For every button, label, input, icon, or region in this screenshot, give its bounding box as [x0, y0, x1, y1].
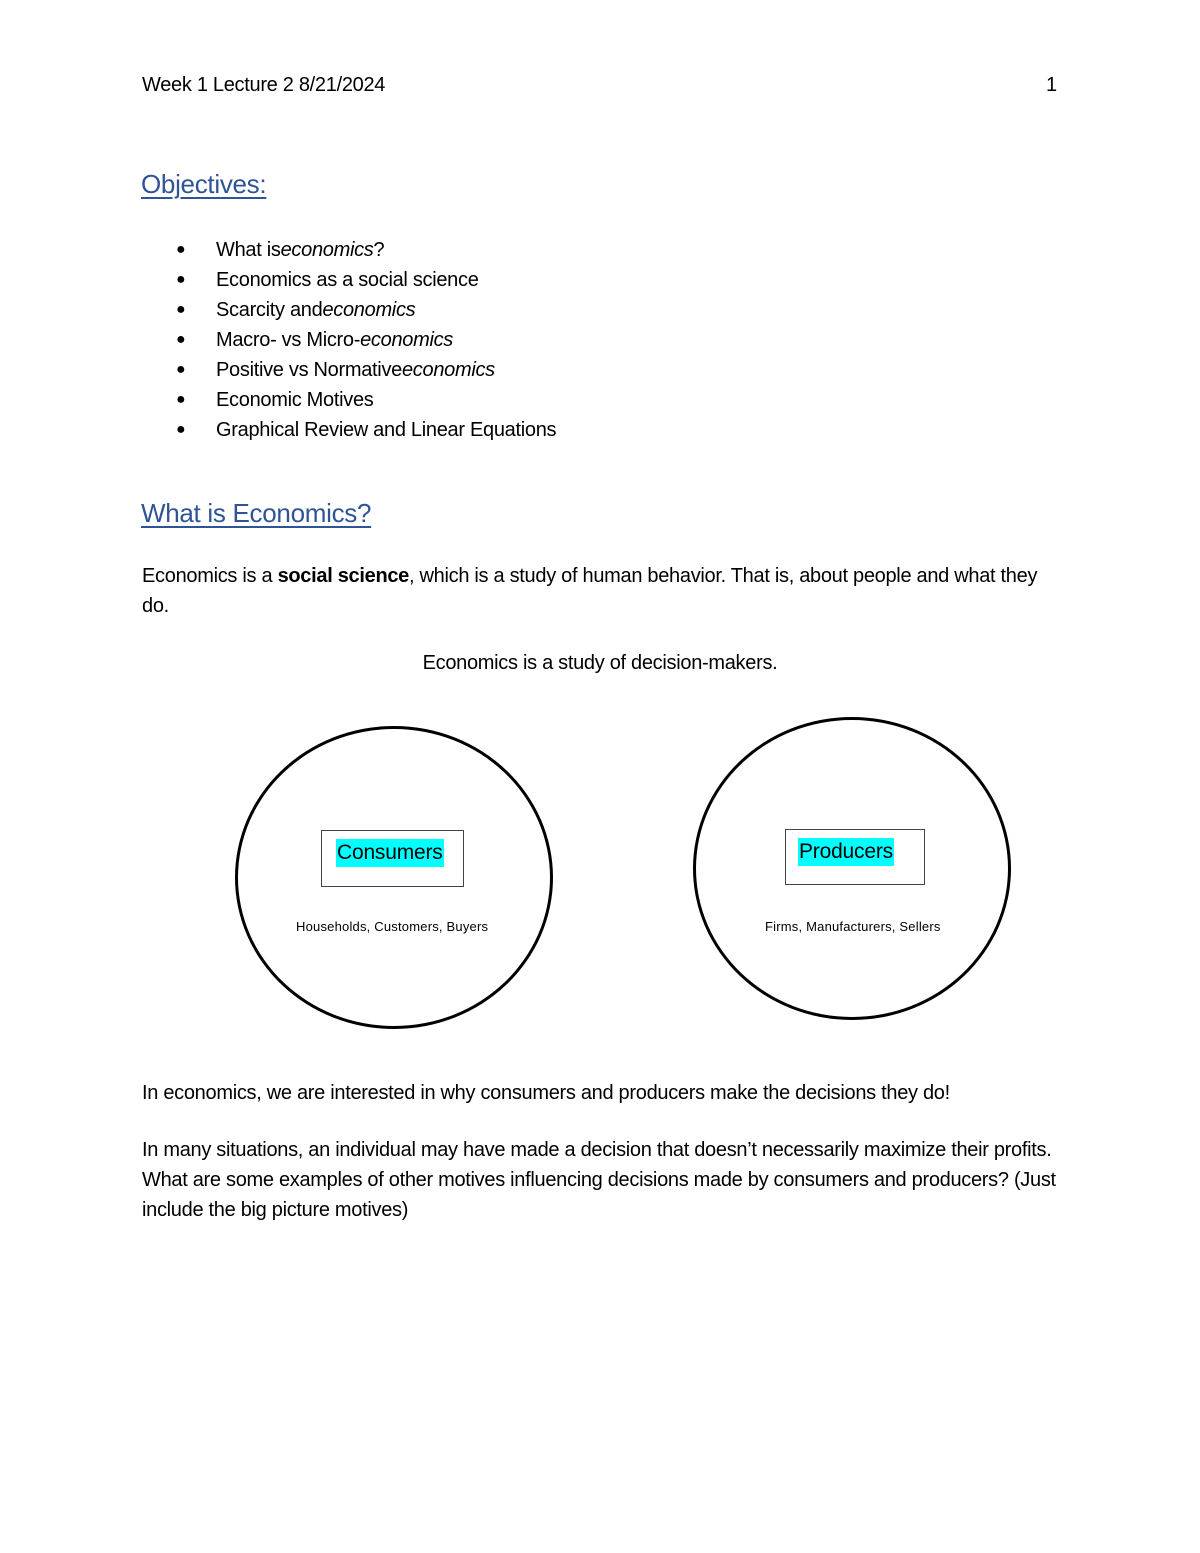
objectives-list — [172, 235, 556, 445]
objective-item: ● Positive vs Normative economics — [172, 355, 556, 385]
bullet-icon: ● — [176, 301, 186, 318]
page-number: 1 — [1046, 74, 1058, 96]
bullet-icon: ● — [176, 331, 186, 348]
objective-item: ● What is economics ? — [172, 235, 556, 265]
objective-item: ● Macro- vs Micro- economics — [172, 325, 556, 355]
bullet-icon: ● — [176, 271, 186, 288]
interest-paragraph: In economics, we are interested in why consumers and producers make the decisions they do! — [142, 1082, 950, 1104]
bold-term: social science — [277, 565, 410, 587]
objective-item: ● Economics as a social science — [172, 265, 556, 295]
objective-item: ● Graphical Review and Linear Equations — [172, 415, 556, 445]
consumers-label: Consumers — [336, 839, 444, 867]
what-is-economics-heading: What is Economics? — [141, 498, 372, 528]
bullet-icon: ● — [176, 241, 186, 258]
objective-item: ● Scarcity and economics — [172, 295, 556, 325]
consumers-sublabel: Households, Customers, Buyers — [296, 919, 489, 934]
producers-sublabel: Firms, Manufacturers, Sellers — [765, 919, 941, 934]
bullet-icon: ● — [176, 421, 186, 438]
producers-label: Producers — [798, 838, 894, 866]
definition-paragraph: Economics is a social science, which is a study of human behavior. That is, about people and what they do. — [142, 565, 1038, 617]
decision-makers-statement: Economics is a study of decision-makers. — [422, 652, 778, 674]
motives-question-paragraph: In many situations, an individual may have made a decision that doesn’t necessarily maximize their profits. What are some examples of other motives influencing decisions made by consumers and producers? (Just include the big picture motives) — [142, 1139, 1056, 1221]
bullet-icon: ● — [176, 391, 186, 408]
bullet-icon: ● — [176, 361, 186, 378]
objective-item: ● Economic Motives — [172, 385, 556, 415]
objectives-heading: Objectives: — [141, 169, 267, 199]
page-header-title: Week 1 Lecture 2 8/21/2024 — [142, 74, 386, 96]
